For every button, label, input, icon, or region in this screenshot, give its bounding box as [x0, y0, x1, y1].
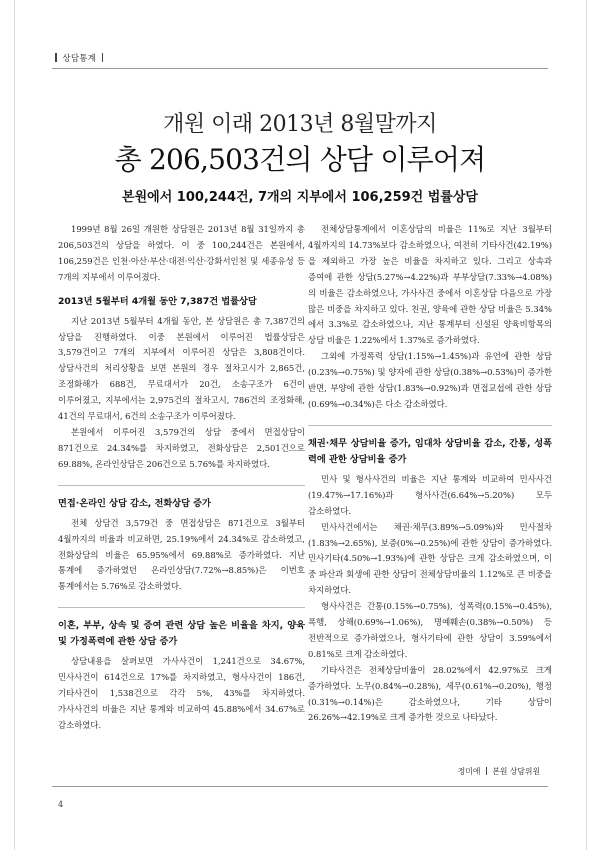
left-column: [58, 222, 305, 734]
paragraph: 1999년 8월 26일 개원한 상담원은 2013년 8월 31일까지 총 206,503건의 상담을 하였다. 이 중 100,244건은 본원에서, 106,259건은 인천·아산·부산·대전·익산·강화서인천 및 세종유성 등 7개의 지부에서 이루어졌다.: [58, 224, 305, 282]
paragraph: 민사 및 형사사건의 비율은 지난 통계와 비교하여 민사사건(19.47%→17.16%)과 형사사건(6.64%→5.20%) 모두 감소하였다.: [308, 473, 552, 516]
headline-line-1: 개원 이래 2013년 8월말까지: [163, 112, 437, 137]
section-label: 상담통계: [62, 54, 97, 64]
headline-line-2: 총 206,503건의 상담 이루어져: [114, 143, 486, 176]
author-credit: [458, 766, 540, 777]
section-divider: [58, 607, 305, 608]
paragraph: 전체 상담건 3,579건 중 면접상담은 871건으로 3월부터 4월까지의 비율과 비교하면, 25.19%에서 24.34%로 감소하였고, 전화상담의 비율은 65.95%에서 69.88%로 증가하였다. 지난 통계에 증가하였던 온라인상담(7.72%→8.85%)은 이번호 통계에서는 5.76%로 감소하였다.: [58, 517, 305, 592]
footer-divider: [52, 786, 548, 787]
section-heading: 2013년 5월부터 4개월 동안 7,387건 법률상담: [58, 295, 257, 307]
paragraph: 본원에서 이루어진 3,579건의 상담 중에서 면접상담이 871건으로 24.34%를 차지하였고, 전화상담은 2,501건으로 69.88%, 온라인상담은 206건으로 5.76%를 차지하였다.: [58, 426, 305, 469]
section-heading: 채권·채무 상담비율 증가, 임대차 상담비율 감소, 간통, 성폭력에 관한 상담비율 증가: [308, 437, 552, 465]
paragraph: 그외에 가정폭력 상담(1.15%→1.45%)과 유언에 관한 상담(0.23%→0.75%) 및 양자에 관한 상담(0.38%→0.53%)이 증가한 반면, 부양에 관한 상담(1.83%→0.92%)과 면접교섭에 관한 상담(0.69%→0.34%)은 다소 감소하였다.: [308, 351, 552, 409]
right-column: [308, 222, 552, 726]
paragraph: 민사사건에서는 채권·채무(3.89%→5.09%)와 민사절차(1.83%→2.65%), 보증(0%→0.25%)에 관한 상담이 증가하였다. 민사기타(4.50%→1.93%)에 관한 상담은 크게 감소하였으며, 이 중 파산과 회생에 관한 상담이 전체상담비율의 1.12%로 큰 비중을 차지하였다.: [308, 521, 552, 596]
section-heading: 이혼, 부부, 상속 및 증여 관련 상담 높은 비율을 차지, 양육 및 가정폭력에 관한 상담 증가: [58, 620, 305, 648]
author-separator: [486, 767, 487, 775]
paragraph: 형사사건은 간통(0.15%→0.75%), 성폭력(0.15%→0.45%), 폭행, 상해(0.69%→1.06%), 명예훼손(0.38%→0.50%) 등 전반적으로 증가하였으나, 형사기타에 관한 상담이 3.59%에서 0.81%로 크게 감소하였다.: [308, 601, 552, 659]
paragraph: 전체상담통계에서 이혼상담의 비율은 11%로 지난 3월부터 4월까지의 14.73%보다 감소하였으나, 여전히 기타사건(42.19%)을 제외하고 가장 높은 비율을 차지하고 있다. 그리고 상속과 증여에 관한 상담(5.27%→4.22%)과 부부상담(7.33%→4.08%)의 비율은 감소하였으나, 가사사건 중에서 이혼상담 다음으로 가장 많은 비중을 차지하고 있다. 친권, 양육에 관한 상담 비율은 5.34%에서 3.3%로 감소하였으나, 지난 통계부터 신설된 양육비항목의 상담 비율은 1.22%에서 1.37%로 증가하였다.: [308, 224, 552, 346]
subheadline: 본원에서 100,244건, 7개의 지부에서 106,259건 법률상담: [122, 190, 478, 205]
header-bar-left: [55, 53, 57, 62]
author-affiliation: 본원 상담위원: [492, 767, 540, 776]
page-number: 4: [58, 800, 64, 809]
section-heading: 면접·온라인 상담 감소, 전화상담 증가: [58, 497, 211, 509]
section-divider: [58, 485, 305, 486]
section-header: [52, 52, 106, 64]
header-divider: [52, 68, 548, 69]
paragraph: 기타사건은 전체상담비율이 28.02%에서 42.97%로 크게 증가하였다. 노무(0.84%→0.28%), 세무(0.61%→0.20%), 행정(0.31%→0.14%)은 감소하였으나, 기타 상담이 26.26%→42.19%로 크게 증가한 것으로 나타났다.: [308, 664, 552, 723]
section-divider: [308, 425, 552, 426]
author-name: 정미애: [457, 767, 481, 776]
paragraph: 지난 2013년 5월부터 4개월 동안, 본 상담원은 총 7,387건의 상담을 진행하였다. 이중 본원에서 이루어진 법률상담은 3,579건이고 7개의 지부에서 이루어진 상담은 3,808건이다. 상담사건의 처리상황을 보면 본원의 경우 절차고시가 2,865건, 조정화해가 688건, 무료대서가 20건, 소송구조가 6건이 이루어졌고, 지부에서는 2,975건의 절차고시, 786건의 조정화해, 41건의 무료대서, 6건의 소송구조가 이루어졌다.: [58, 315, 305, 422]
header-bar-right: [102, 53, 104, 62]
paragraph: 상담내용을 살펴보면 가사사건이 1,241건으로 34.67%, 민사사건이 614건으로 17%를 차지하였고, 형사사건이 186건, 기타사건이 1,538건으로 각각 5%, 43%를 차지하였다. 가사사건의 비율은 지난 통계와 비교하여 45.88%에서 34.67%로 감소하였다.: [58, 656, 305, 730]
